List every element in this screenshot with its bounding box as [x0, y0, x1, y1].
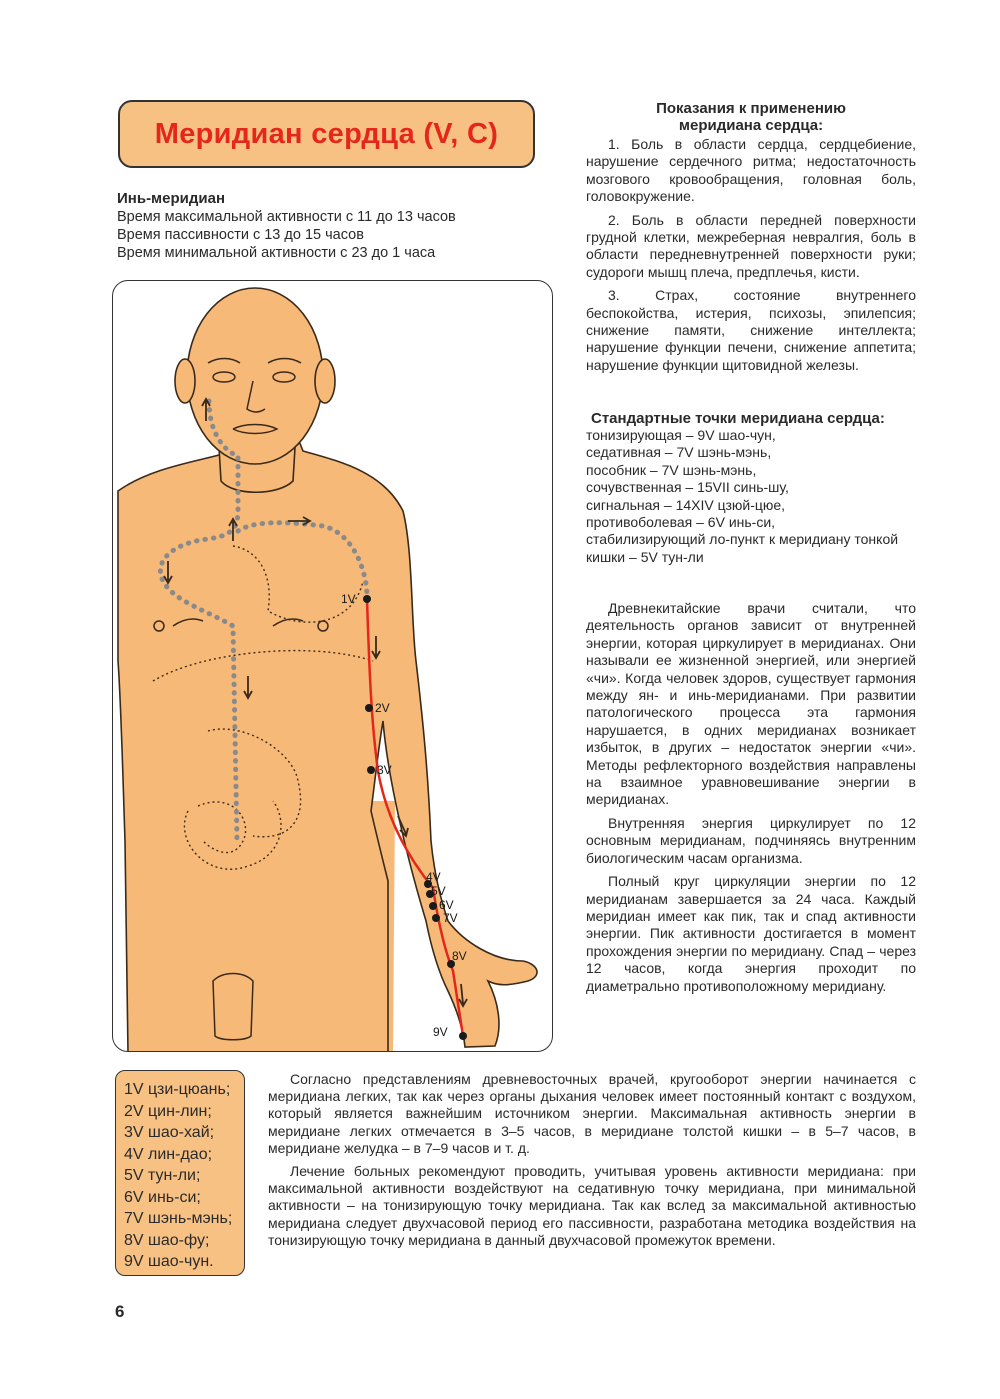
- indications-section: [586, 100, 916, 380]
- sp-line-2: седативная – 7V шэнь-мэнь,: [586, 444, 772, 461]
- indication-2: 2. Боль в области передней поверхности грудной клетки, межреберная невралгия, боль в области передневнутренней поверхности руки; судороги мышц плеча, предплечья, кисти.: [586, 211, 916, 280]
- indication-3: 3. Страх, состояние внутреннего беспокойства, истерия, психозы, эпилепсия; снижение памяти, снижение интеллекта; нарушение функции печени, снижение аппетита; нарушение функции щитовидной железы.: [586, 287, 916, 373]
- label-6v: 6V: [439, 898, 454, 912]
- sp-line-4: сочувственная – 15VII синь-шу,: [586, 479, 789, 496]
- page-number: 6: [115, 1302, 125, 1321]
- point-3v: [367, 766, 375, 774]
- label-2v: 2V: [375, 701, 390, 715]
- indications-heading-2: меридиана сердца:: [678, 117, 824, 134]
- label-5v: 5V: [431, 884, 446, 898]
- sp-line-3: пособник – 7V шэнь-мэнь,: [586, 461, 757, 478]
- points-item-7: 7V шэнь-мэнь;: [124, 1210, 233, 1227]
- points-item-2: 2V цин-лин;: [124, 1102, 212, 1120]
- point-7v: [432, 914, 440, 922]
- label-3v: 3V: [377, 763, 392, 777]
- label-4v: 4V: [426, 870, 441, 884]
- points-item-6: 6V инь-си;: [124, 1188, 201, 1206]
- yin-info: [117, 190, 456, 262]
- point-2v: [365, 704, 373, 712]
- point-1v: [363, 595, 371, 603]
- points-item-4: 4V лин-дао;: [124, 1145, 213, 1163]
- points-list-box: [115, 1070, 245, 1276]
- passivity: Время пассивности с 13 до 15 часов: [117, 227, 364, 243]
- right-paragraph-3: Полный круг циркуляции энергии по 12 меридианам завершается за 24 часа. Каждый меридиан имеет как пик, так и спад активности энергии. Пик активности достигается в момент прохождения энергии по меридиану. Спад – через 12 часов, когда энергия проходит по диаметрально противоположному меридиану.: [586, 873, 916, 994]
- indications-heading-1: Показания к применению: [656, 100, 846, 117]
- sp-line-5: сигнальная – 14XIV цзюй-цюе,: [586, 496, 786, 513]
- label-8v: 8V: [452, 949, 467, 963]
- label-1v: 1V: [341, 592, 356, 606]
- body-figure: [113, 281, 553, 1052]
- label-7v: 7V: [443, 911, 458, 925]
- sp-line-6: противоболевая – 6V инь-си,: [586, 514, 776, 531]
- page-title: Меридиан сердца (V, C): [154, 117, 499, 150]
- title-box: [118, 100, 535, 168]
- right-paragraphs: [586, 600, 916, 1001]
- right-paragraph-2: Внутренняя энергия циркулирует по 12 основным меридианам, подчиняясь внутренним биологическим часам организма.: [586, 814, 916, 866]
- standard-points-section: [586, 410, 916, 566]
- points-item-5: 5V тун-ли;: [124, 1167, 201, 1184]
- point-6v: [429, 902, 437, 910]
- points-item-9: 9V шао-чун.: [124, 1253, 214, 1270]
- min-activity: Время минимальной активности с 23 до 1 часа: [117, 245, 436, 261]
- body-silhouette: [118, 288, 537, 1052]
- max-activity: Время максимальной активности с 11 до 13 часов: [117, 209, 456, 225]
- bottom-paragraph-2: Лечение больных рекомендуют проводить, учитывая уровень активности меридиана: при максимальной активности воздействуют на седативную точку меридиана, при минимальной активности – на тонизирующую точку меридиана. Так как вслед за максимальной активностью меридиана следует двухчасовой период его пассивности, разработана методика воздействия на тонизирующую точку меридиана в данный двухчасовой промежуток времени.: [268, 1163, 916, 1248]
- label-9v: 9V: [433, 1025, 448, 1039]
- right-paragraph-1: Древнекитайские врачи считали, что деятельность органов зависит от внутренней энергии, которая циркулирует в меридианах. Они называли ее жизненной энергией, или энергией «чи». Когда человек здоров, существует гармония между ян- и инь-меридианами. При развитии патологического процесса эта гармония нарушается, в одних меридианах возникает избыток, в других – недостаток энергии «чи». Методы рефлекторного воздействия направлены на взаимное уравновешивание энергии в меридианах.: [586, 600, 916, 808]
- standard-points-heading: Стандартные точки меридиана сердца:: [591, 410, 885, 427]
- body-figure-frame: [112, 280, 553, 1052]
- points-item-1: 1V цзи-цюань;: [124, 1081, 231, 1098]
- point-9v: [459, 1032, 467, 1040]
- points-item-3: 3V шао-хай;: [124, 1124, 215, 1141]
- bottom-paragraphs: [268, 1071, 916, 1255]
- indication-1: 1. Боль в области сердца, сердцебиение, нарушение сердечного ритма; недостаточность мозгового кровообращения, головная боль, головокружение.: [586, 136, 916, 205]
- yin-heading: Инь-меридиан: [117, 190, 226, 207]
- points-item-8: 8V шао-фу;: [124, 1231, 210, 1249]
- sp-line-1: тонизирующая – 9V шао-чун,: [586, 427, 776, 443]
- bottom-paragraph-1: Согласно представлениям древневосточных врачей, кругооборот энергии начинается с меридиана легких, так как через органы дыхания человек имеет постоянный контакт с воздухом, который является важнейшим источником энергии. Максимальная активность энергии в меридиане легких отмечается в 3–5 часов, в меридиане толстой кишки – в 5–7 часов, в меридиане желудка – в 7–9 часов и т. д.: [268, 1071, 916, 1156]
- sp-line-7: стабилизирующий ло-пункт к меридиану тонкой кишки – 5V тун-ли: [586, 531, 899, 565]
